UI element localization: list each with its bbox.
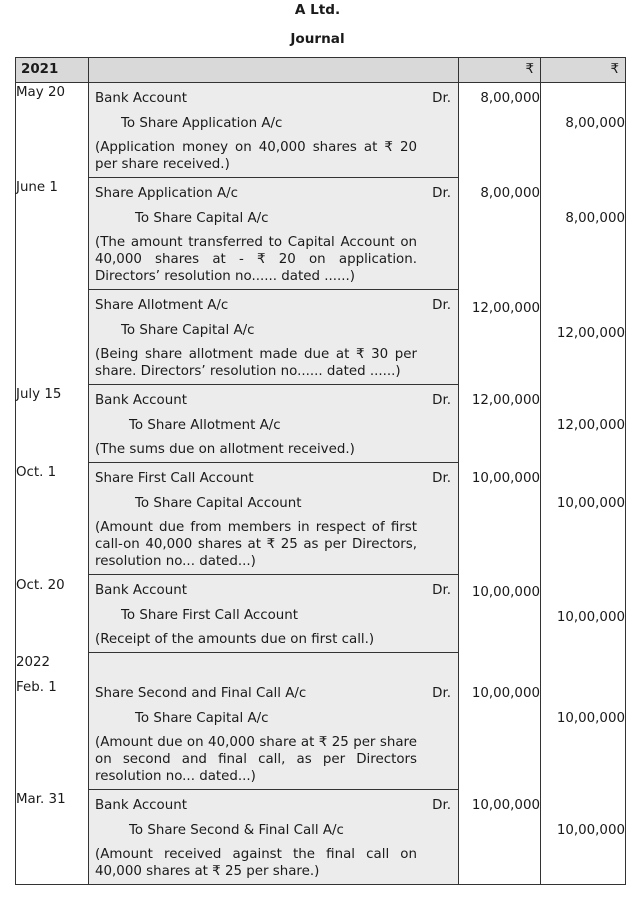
journal-entry	[89, 463, 458, 575]
company-name: A Ltd.	[294, 2, 341, 18]
dr-marker: Dr.	[432, 298, 451, 313]
credit-amount-cell	[541, 178, 626, 385]
debit-line	[95, 296, 453, 321]
journal-entry	[89, 385, 458, 463]
debit-account: Bank Account	[95, 393, 187, 408]
year-header: 2021	[16, 58, 89, 83]
journal-title: Journal	[290, 31, 345, 47]
credit-amount-cell	[541, 83, 626, 179]
credit-account: To Share Application A/c	[121, 116, 283, 131]
dr-marker: Dr.	[432, 583, 451, 598]
journal-table	[15, 57, 626, 885]
particulars-cell	[89, 83, 459, 179]
debit-account: Share Second and Final Call A/c	[95, 686, 307, 701]
debit-account: Bank Account	[95, 91, 187, 106]
credit-account: To Share Allotment A/c	[129, 418, 281, 433]
credit-amount-cell	[541, 790, 626, 885]
credit-account: To Share Capital A/c	[135, 211, 269, 226]
credit-amount: 12,00,000	[556, 418, 625, 433]
particulars-cell	[89, 178, 459, 385]
debit-amount-cell	[459, 463, 541, 653]
debit-amount-cell	[459, 385, 541, 463]
journal-entry-row	[16, 463, 626, 653]
journal-entry	[89, 83, 458, 178]
journal-entry	[89, 653, 458, 790]
narration: (The amount transferred to Capital Account on 40,000 shares at - ₹ 20 on application. Directors’ resolution no...... dated ......)	[95, 235, 417, 284]
debit-amount-header: ₹	[459, 58, 541, 83]
narration: (The sums due on allotment received.)	[95, 442, 355, 457]
journal-entry	[89, 790, 458, 884]
entry-date-cell	[16, 83, 89, 179]
narration: (Application money on 40,000 shares at ₹ 20 per share received.)	[95, 140, 417, 172]
entry-date-cell	[16, 385, 89, 463]
credit-account: To Share Capital Account	[135, 496, 302, 511]
credit-amount: 8,00,000	[565, 211, 625, 226]
credit-amount: 10,00,000	[556, 823, 625, 838]
particulars-header	[89, 58, 459, 83]
debit-line	[95, 184, 453, 209]
credit-amount-cell	[541, 463, 626, 653]
debit-line	[95, 796, 453, 821]
credit-account: To Share Capital A/c	[121, 323, 255, 338]
credit-amount: 10,00,000	[556, 610, 625, 625]
journal-entry-row	[16, 83, 626, 179]
dr-marker: Dr.	[432, 471, 451, 486]
entry-date-cell	[16, 653, 89, 790]
entry-date: May 20	[16, 85, 65, 100]
debit-line	[95, 469, 453, 494]
particulars-cell	[89, 653, 459, 790]
debit-amount: 10,00,000	[471, 798, 540, 813]
entry-year: 2022	[16, 655, 51, 670]
debit-account: Bank Account	[95, 583, 187, 598]
narration: (Amount received against the final call on 40,000 shares at ₹ 25 per share.)	[95, 847, 417, 879]
debit-amount-cell	[459, 790, 541, 885]
journal-entry-row	[16, 178, 626, 385]
debit-line	[95, 581, 453, 606]
debit-amount: 8,00,000	[480, 91, 540, 106]
entry-date-cell	[16, 463, 89, 653]
dr-marker: Dr.	[432, 798, 451, 813]
narration: (Being share allotment made due at ₹ 30 per share. Directors’ resolution no...... dated ......)	[95, 347, 417, 379]
journal-entry-row	[16, 385, 626, 463]
debit-account: Share Application A/c	[95, 186, 239, 201]
entry-date-cell	[16, 178, 89, 385]
debit-amount: 10,00,000	[471, 471, 540, 486]
journal-entry	[89, 290, 458, 385]
journal-entry-row	[16, 653, 626, 790]
credit-amount: 8,00,000	[565, 116, 625, 131]
entry-date: July 15	[16, 387, 62, 402]
credit-amount-cell	[541, 385, 626, 463]
journal-entry	[89, 575, 458, 653]
dr-marker: Dr.	[432, 91, 451, 106]
debit-line	[95, 391, 453, 416]
debit-amount: 12,00,000	[471, 301, 540, 316]
debit-amount-cell	[459, 653, 541, 790]
journal-entry-row	[16, 790, 626, 885]
dr-marker: Dr.	[432, 686, 451, 701]
credit-account: To Share First Call Account	[121, 608, 299, 623]
particulars-cell	[89, 385, 459, 463]
debit-account: Share First Call Account	[95, 471, 254, 486]
entry-date: Feb. 1	[16, 680, 57, 695]
credit-account: To Share Capital A/c	[135, 711, 269, 726]
debit-amount: 8,00,000	[480, 186, 540, 201]
debit-amount-cell	[459, 178, 541, 385]
entry-date-cell	[16, 790, 89, 885]
narration: (Receipt of the amounts due on first call.)	[95, 632, 375, 647]
credit-amount-cell	[541, 653, 626, 790]
debit-account: Bank Account	[95, 798, 187, 813]
credit-amount: 10,00,000	[556, 711, 625, 726]
debit-amount-cell	[459, 83, 541, 179]
particulars-cell	[89, 463, 459, 653]
dr-marker: Dr.	[432, 186, 451, 201]
narration: (Amount due on 40,000 share at ₹ 25 per share on second and final call, as per Directors resolution no... dated...)	[95, 735, 417, 784]
debit-line	[95, 89, 453, 114]
entry-date: Mar. 31	[16, 792, 66, 807]
credit-account: To Share Second & Final Call A/c	[129, 823, 344, 838]
narration: (Amount due from members in respect of first call-on 40,000 shares at ₹ 25 as per Directors, resolution no... dated...)	[95, 520, 417, 569]
particulars-cell	[89, 790, 459, 885]
credit-amount: 10,00,000	[556, 496, 625, 511]
debit-account: Share Allotment A/c	[95, 298, 229, 313]
journal-header-row	[16, 58, 626, 83]
debit-amount: 10,00,000	[471, 686, 540, 701]
entry-date: Oct. 20	[16, 578, 65, 593]
entry-date: Oct. 1	[16, 465, 57, 480]
debit-line	[95, 684, 453, 709]
dr-marker: Dr.	[432, 393, 451, 408]
journal-entry	[89, 178, 458, 290]
credit-amount-header: ₹	[541, 58, 626, 83]
debit-amount: 12,00,000	[471, 393, 540, 408]
debit-amount: 10,00,000	[471, 585, 540, 600]
entry-date: June 1	[16, 180, 58, 195]
credit-amount: 12,00,000	[556, 326, 625, 341]
